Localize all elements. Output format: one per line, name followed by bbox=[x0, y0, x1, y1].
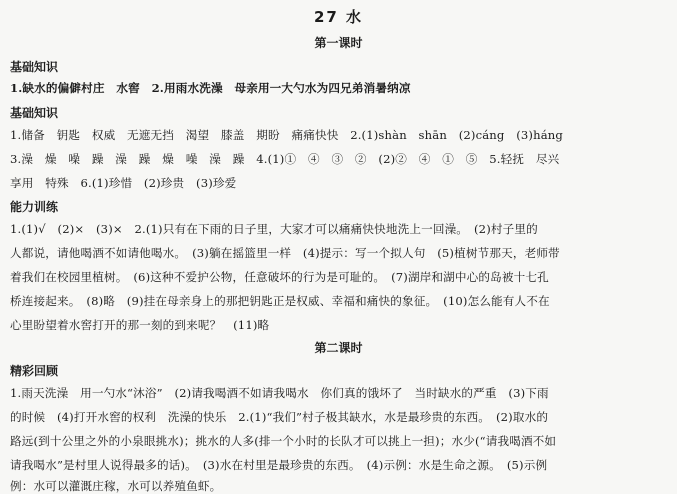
section-heading-review: 精彩回顾 bbox=[10, 364, 59, 378]
lesson2-subtitle: 第二课时 bbox=[314, 341, 363, 355]
answer-line: 享用 特殊 6.(1)珍惜 (2)珍贵 (3)珍爱 bbox=[10, 176, 237, 190]
section-heading-basic-1: 基础知识 bbox=[10, 60, 59, 74]
section-heading-basic-2: 基础知识 bbox=[10, 106, 59, 120]
answer-line: 着我们在校园里植树。 (6)这种不爱护公物，任意破坏的行为是可耻的。 (7)湖岸和湖中心的岛被十七孔 bbox=[10, 270, 549, 284]
answer-line: 桥连接起来。 (8)略 (9)挂在母亲身上的那把钥匙正是权威、幸福和痛快的象征。 (10)怎么能有人不在 bbox=[10, 294, 550, 308]
answer-line: 1.储备 钥匙 权威 无遮无挡 渴望 膝盖 期盼 痛痛快快 2.(1)shàn shān (2)cáng (3)háng bbox=[10, 128, 563, 142]
answer-line: 1.雨天洗澡 用一勺水“沐浴” (2)请我喝酒不如请我喝水 你们真的饿坏了 当时缺水的严重 (3)下雨 bbox=[10, 386, 549, 400]
answer-line: 1.缺水的偏僻村庄 水窖 2.用雨水洗澡 母亲用一大勺水为四兄弟消暑纳凉 bbox=[10, 81, 411, 95]
answer-line: 3.澡 燥 噪 躁 澡 躁 燥 噪 澡 躁 4.(1)① ④ ③ ② (2)② ④ ① ⑤ 5.轻抚 尽兴 bbox=[10, 152, 560, 166]
answer-line: 1.(1)√ (2)× (3)× 2.(1)只有在下雨的日子里，大家才可以痛痛快快地洗上一回澡。 (2)村子里的 bbox=[10, 222, 538, 236]
section-heading-ability: 能力训练 bbox=[10, 200, 59, 214]
answer-line: 的时候 (4)打开水窖的权利 洗澡的快乐 2.(1)“我们”村子极其缺水，水是最珍贵的东西。 (2)取水的 bbox=[10, 410, 549, 424]
answer-line: 请我喝水”是村里人说得最多的话)。 (3)水在村里是最珍贵的东西。 (4)示例：水是生命之源。 (5)示例 bbox=[10, 458, 548, 472]
answer-line: 人都说，请他喝酒不如请他喝水。 (3)躺在摇篮里一样 (4)提示：写一个拟人句 (5)植树节那天，老师带 bbox=[10, 246, 560, 260]
answer-line: 例：水可以灌溉庄稼，水可以养殖鱼虾。 bbox=[10, 479, 222, 493]
answer-line: 心里盼望着水窖打开的那一刻的到来呢？ (11)略 bbox=[10, 318, 270, 332]
answer-line: 路远(到十公里之外的小泉眼挑水)；挑水的人多(排一个小时的长队才可以挑上一担)；水少(“请我喝酒不如 bbox=[10, 434, 557, 448]
page-title: 27 水 bbox=[313, 8, 364, 26]
lesson1-subtitle: 第一课时 bbox=[314, 36, 363, 50]
